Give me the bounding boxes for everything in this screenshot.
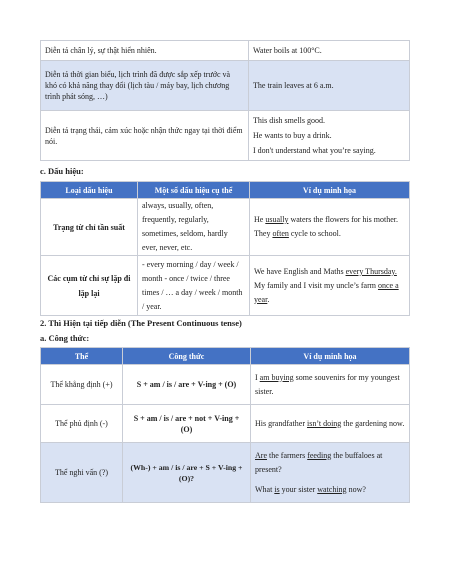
sign-type-cell: Các cụm từ chỉ sự lặp đi lặp lại xyxy=(41,256,138,316)
usage-cell: Diễn tả chân lý, sự thật hiển nhiên. xyxy=(41,41,249,61)
table-row xyxy=(41,405,410,443)
table-row xyxy=(41,111,410,161)
example-text: Are the farmers feeding the buffaloes at present? xyxy=(255,450,383,474)
example-cell xyxy=(251,443,410,503)
sign-list-cell: always, usually, often, frequently, regularly, sometimes, seldom, hardly ever, never, etc. xyxy=(138,199,250,256)
section-heading-formula: a. Công thức: xyxy=(40,333,90,343)
example-text: He usually waters the flowers for his mother. xyxy=(254,215,398,224)
example-text: My family and I visit my uncle’s farm once a year. xyxy=(254,280,399,304)
formula-table xyxy=(40,347,410,503)
sign-type-cell: Trạng từ chỉ tần suất xyxy=(41,199,138,256)
example-text: What is your sister watching now? xyxy=(255,484,366,494)
formula-cell: S + am / is / are + not + V-ing + (O) xyxy=(123,405,251,443)
example-cell xyxy=(250,199,410,256)
example-text: We have English and Maths every Thursday. xyxy=(254,266,397,276)
column-header: Công thức xyxy=(123,348,251,365)
example-cell xyxy=(249,61,410,111)
example-text: Water boils at 100°C. xyxy=(253,46,322,55)
example-cell: His grandfather isn’t doing the gardening now. xyxy=(251,405,410,443)
form-cell: Thể khẳng định (+) xyxy=(41,365,123,405)
usage-cell: Diễn tả trạng thái, cảm xúc hoặc nhận thức ngay tại thời điểm nói. xyxy=(41,111,249,161)
example-text: They often cycle to school. xyxy=(254,229,341,238)
column-header: Ví dụ minh họa xyxy=(250,182,410,199)
column-header: Một số dấu hiệu cụ thể xyxy=(138,182,250,199)
table-header-row xyxy=(41,182,410,199)
signs-table xyxy=(40,181,410,316)
table-row xyxy=(41,199,410,256)
table-row xyxy=(41,256,410,316)
column-header: Ví dụ minh họa xyxy=(251,348,410,365)
example-cell xyxy=(249,111,410,161)
table-header-row xyxy=(41,348,410,365)
example-cell: I am buying some souvenirs for my youngest sister. xyxy=(251,365,410,405)
usage-cell: Diễn tả thời gian biểu, lịch trình đã được sắp xếp trước và khó có khả năng thay đổi (lịch tàu / máy bay, lịch chương trình phát sóng, …) xyxy=(41,61,249,111)
section-heading-signs: c. Dấu hiệu: xyxy=(40,166,84,176)
table-row xyxy=(41,365,410,405)
table-row xyxy=(41,61,410,111)
table-row xyxy=(41,443,410,503)
example-text: He wants to buy a drink. xyxy=(253,131,332,140)
section-title-present-continuous: 2. Thì Hiện tại tiếp diễn (The Present Continuous tense) xyxy=(40,318,242,328)
example-text: This dish smells good. xyxy=(253,116,326,125)
formula-cell: (Wh-) + am / is / are + S + V-ing + (O)? xyxy=(123,443,251,503)
form-cell: Thể phủ định (-) xyxy=(41,405,123,443)
example-cell xyxy=(249,41,410,61)
column-header: Thể xyxy=(41,348,123,365)
sign-list-cell: - every morning / day / week / month - once / twice / three times / … a day / week / month / year. xyxy=(138,256,250,316)
column-header: Loại dấu hiệu xyxy=(41,182,138,199)
form-cell: Thể nghi vấn (?) xyxy=(41,443,123,503)
table-row xyxy=(41,41,410,61)
example-text: The train leaves at 6 a.m. xyxy=(253,81,334,90)
example-text: I don't understand what you’re saying. xyxy=(253,146,376,155)
usage-table xyxy=(40,40,410,161)
example-cell xyxy=(250,256,410,316)
formula-cell: S + am / is / are + V-ing + (O) xyxy=(123,365,251,405)
